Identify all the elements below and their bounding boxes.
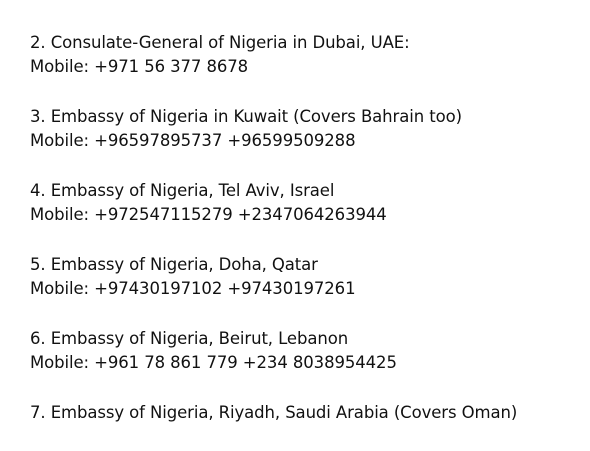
- entry-mobile: Mobile: +971 56 377 8678: [30, 57, 249, 76]
- entry-title: 5. Embassy of Nigeria, Doha, Qatar: [30, 255, 318, 274]
- list-item: [30, 179, 590, 227]
- list-item: [30, 327, 590, 375]
- entry-mobile: Mobile: +96597895737 +96599509288: [30, 131, 356, 150]
- entry-title: 2. Consulate-General of Nigeria in Dubai, UAE:: [30, 33, 410, 52]
- entry-mobile: Mobile: +972547115279 +2347064263944: [30, 205, 387, 224]
- entry-title: 7. Embassy of Nigeria, Riyadh, Saudi Arabia (Covers Oman): [30, 403, 518, 422]
- entry-title: 4. Embassy of Nigeria, Tel Aviv, Israel: [30, 181, 335, 200]
- entry-mobile: Mobile: +97430197102 +97430197261: [30, 279, 356, 298]
- entry-mobile: Mobile: +961 78 861 779 +234 8038954425: [30, 353, 397, 372]
- entry-title: 6. Embassy of Nigeria, Beirut, Lebanon: [30, 329, 349, 348]
- list-item: [30, 401, 590, 425]
- list-item: [30, 253, 590, 301]
- entry-title: 3. Embassy of Nigeria in Kuwait (Covers Bahrain too): [30, 107, 462, 126]
- embassy-contact-list: [30, 31, 590, 451]
- list-item: [30, 31, 590, 79]
- list-item: [30, 105, 590, 153]
